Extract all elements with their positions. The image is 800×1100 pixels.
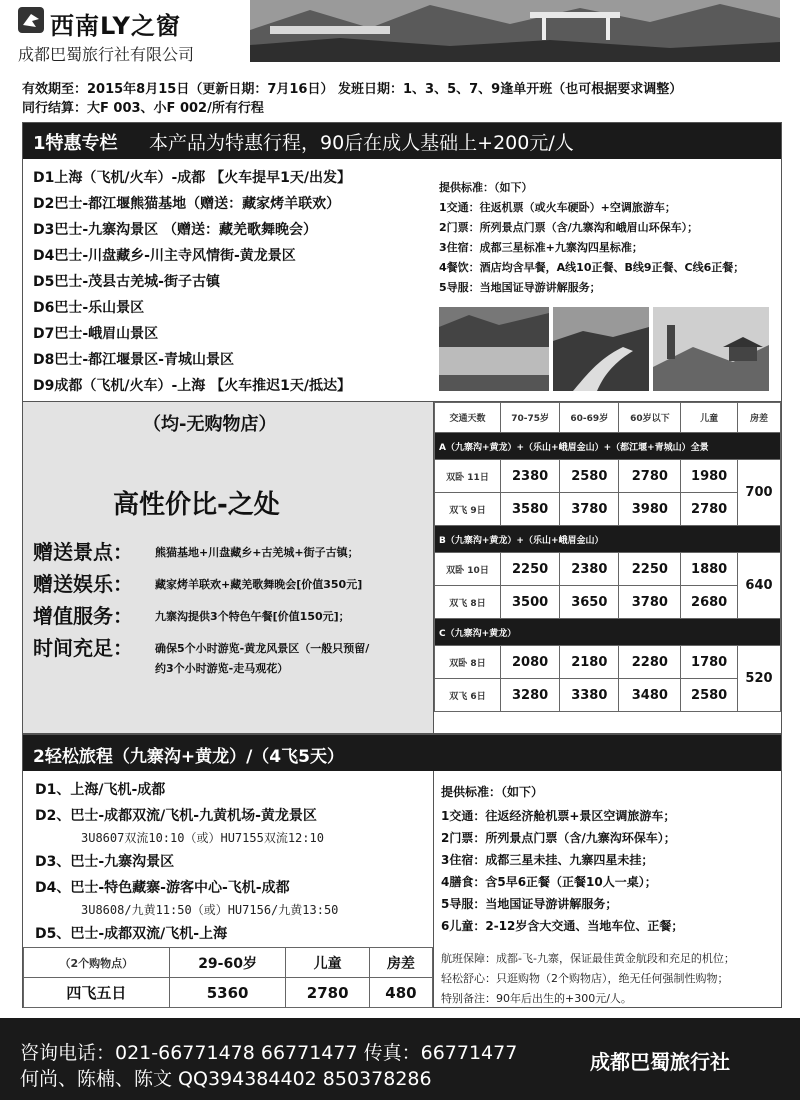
col-header: 60岁以下 bbox=[619, 403, 681, 433]
flight-info: 3U8608/九黄11:50（或）HU7156/九黄13:50 bbox=[81, 903, 339, 917]
price-cell: 3780 bbox=[619, 586, 681, 619]
price-cell: 2250 bbox=[501, 553, 560, 586]
standard-item: 2门票：所列景点门票（含/九寨沟环保车）； bbox=[441, 831, 676, 845]
price-cell: 2780 bbox=[286, 978, 369, 1008]
price-table-header bbox=[435, 403, 781, 433]
table-row bbox=[435, 553, 781, 586]
row-label: 双飞 9日 bbox=[435, 493, 501, 526]
value-title: 高性价比-之处 bbox=[113, 490, 280, 520]
price-cell: 2380 bbox=[501, 460, 560, 493]
price-cell: 480 bbox=[369, 978, 432, 1008]
flight-info: 3U8607双流10:10（或）HU7155双流12:10 bbox=[81, 831, 324, 845]
perk-text: 熊猫基地+川盘藏乡+古羌城+街子古镇； bbox=[155, 546, 359, 559]
row-label: 双飞 6日 bbox=[435, 679, 501, 712]
highlights-panel bbox=[23, 402, 433, 733]
price-cell: 1980 bbox=[681, 460, 738, 493]
itinerary-day: D7巴士-峨眉山景区 bbox=[33, 326, 159, 342]
settlement-info: 同行结算：大F 003、小F 002/所有行程 bbox=[22, 101, 264, 116]
itinerary-day: D4巴士-川盘藏乡-川主寺风情街-黄龙景区 bbox=[33, 248, 296, 264]
col-header: 房差 bbox=[738, 403, 781, 433]
itinerary-day: D3巴士-九寨沟景区 （赠送：藏羌歌舞晚会） bbox=[33, 222, 318, 238]
price-cell: 3980 bbox=[619, 493, 681, 526]
note-item: 航班保障：成都-飞-九寨，保证最佳黄金航段和充足的机位； bbox=[441, 952, 735, 965]
standard-item: 3住宿：成都三星未挂、九寨四星未挂； bbox=[441, 853, 654, 867]
standards-title: 提供标准：（如下） bbox=[439, 181, 533, 194]
row-label: 双飞 8日 bbox=[435, 586, 501, 619]
col-header: 60-69岁 bbox=[560, 403, 619, 433]
section1-header-bar bbox=[23, 123, 781, 159]
group-title: A（九寨沟+黄龙）+（乐山+峨眉金山）+（都江堰+青城山）全景 bbox=[435, 433, 781, 460]
col-header: 儿童 bbox=[286, 948, 369, 978]
row-label: 双卧 10日 bbox=[435, 553, 501, 586]
photo-temple bbox=[653, 307, 769, 391]
price-cell: 2180 bbox=[560, 646, 619, 679]
logo bbox=[18, 6, 250, 40]
itinerary-day: D2、巴士-成都双流/飞机-九黄机场-黄龙景区 bbox=[35, 808, 317, 824]
price-cell: 3500 bbox=[501, 586, 560, 619]
standard-item: 5导服：当地国证导游讲解服务； bbox=[439, 281, 601, 294]
standard-item: 3住宿：成都三星标准+九寨沟四星标准； bbox=[439, 241, 643, 254]
perk-text-extra: 约3个小时游览-走马观花） bbox=[155, 662, 289, 675]
itinerary-day: D1、上海/飞机-成都 bbox=[35, 782, 166, 798]
group-title: B（九寨沟+黄龙）+（乐山+峨眉金山） bbox=[435, 526, 781, 553]
price-cell: 2280 bbox=[619, 646, 681, 679]
price-cell: 3480 bbox=[619, 679, 681, 712]
itinerary-day: D3、巴士-九寨沟景区 bbox=[35, 854, 175, 870]
brand-title: 西南LY之窗 bbox=[50, 12, 181, 40]
itinerary-day: D2巴士-都江堰熊猫基地（赠送：藏家烤羊联欢） bbox=[33, 196, 341, 212]
itinerary-day: D5、巴士-成都双流/飞机-上海 bbox=[35, 926, 228, 942]
price-cell: 5360 bbox=[169, 978, 286, 1008]
price-cell: 3580 bbox=[501, 493, 560, 526]
table-row bbox=[435, 586, 781, 619]
table-row bbox=[435, 679, 781, 712]
section-easy-tour bbox=[22, 734, 782, 1008]
itinerary-day: D6巴士-乐山景区 bbox=[33, 300, 145, 316]
col-header: 儿童 bbox=[681, 403, 738, 433]
price-cell: 2580 bbox=[560, 460, 619, 493]
price-cell: 2080 bbox=[501, 646, 560, 679]
table-row bbox=[435, 646, 781, 679]
section1-note: 本产品为特惠行程，90后在成人基础上+200元/人 bbox=[149, 132, 574, 154]
table-row bbox=[435, 493, 781, 526]
notes bbox=[441, 949, 779, 1009]
price-cell: 1780 bbox=[681, 646, 738, 679]
company-name: 成都巴蜀旅行社有限公司 bbox=[18, 45, 195, 64]
standard-item: 6儿童：2-12岁含大交通、当地车位、正餐； bbox=[441, 919, 684, 933]
footer-company: 成都巴蜀旅行社 bbox=[590, 1050, 730, 1074]
validity-info: 有效期至：2015年8月15日（更新日期：7月16日） 发班日期：1、3、5、7、9逢单开班（也可根据要求调整） bbox=[22, 82, 683, 97]
row-label: 双卧 8日 bbox=[435, 646, 501, 679]
itinerary-day: D8巴士-都江堰景区-青城山景区 bbox=[33, 352, 234, 368]
col-header: （2个购物点） bbox=[24, 948, 170, 978]
row-label: 四飞五日 bbox=[24, 978, 170, 1008]
standard-item: 1交通：往返经济舱机票+景区空调旅游车； bbox=[441, 809, 676, 823]
contact-phone: 咨询电话：021-66771478 66771477 传真：66771477 bbox=[20, 1042, 518, 1064]
perk-text: 确保5个小时游览-黄龙风景区（一般只预留/ bbox=[155, 642, 370, 655]
room-diff-cell: 640 bbox=[738, 553, 781, 619]
col-header: 70-75岁 bbox=[501, 403, 560, 433]
section-special-offer bbox=[22, 122, 782, 734]
perk-label: 赠送景点： bbox=[33, 540, 133, 564]
perk-label: 赠送娱乐： bbox=[33, 572, 133, 596]
price-table-header bbox=[24, 948, 433, 978]
perk-label: 增值服务： bbox=[33, 604, 133, 628]
note-item: 特别备注：90年后出生的+300元/人。 bbox=[441, 992, 632, 1005]
group-title: C（九寨沟+黄龙） bbox=[435, 619, 781, 646]
price-cell: 2780 bbox=[681, 493, 738, 526]
price-table-2 bbox=[23, 947, 433, 1007]
photo-valley bbox=[553, 307, 649, 391]
photo-lake bbox=[439, 307, 549, 391]
footer bbox=[0, 1018, 800, 1100]
standard-item: 4膳食：含5早6正餐（正餐10人一桌）； bbox=[441, 875, 657, 889]
price-cell: 3380 bbox=[560, 679, 619, 712]
price-cell: 3650 bbox=[560, 586, 619, 619]
itinerary-day: D5巴士-茂县古羌城-街子古镇 bbox=[33, 274, 220, 290]
service-standards bbox=[435, 163, 781, 403]
itinerary-day: D1上海（飞机/火车）-成都 【火车提早1天/出发】 bbox=[33, 170, 352, 186]
price-cell: 2380 bbox=[560, 553, 619, 586]
price-cell: 3280 bbox=[501, 679, 560, 712]
section1-title: 1特惠专栏 bbox=[33, 133, 118, 154]
standards-title: 提供标准：（如下） bbox=[441, 785, 544, 799]
price-table bbox=[433, 402, 781, 733]
itinerary-day: D9成都（飞机/火车）-上海 【火车推迟1天/抵达】 bbox=[33, 378, 352, 394]
col-header: 交通天数 bbox=[435, 403, 501, 433]
table-row bbox=[24, 978, 433, 1008]
note-item: 轻松舒心：只逛购物（2个购物店），绝无任何强制性购物； bbox=[441, 972, 729, 985]
row-label: 双卧 11日 bbox=[435, 460, 501, 493]
price-cell: 2680 bbox=[681, 586, 738, 619]
perk-text: 藏家烤羊联欢+藏羌歌舞晚会[价值350元] bbox=[155, 578, 363, 591]
logo-icon bbox=[18, 7, 44, 33]
section2-title: 2轻松旅程（九寨沟+黄龙）/（4飞5天） bbox=[33, 747, 344, 767]
section2-header-bar bbox=[23, 735, 435, 771]
header-photo bbox=[250, 0, 780, 62]
table-row bbox=[435, 460, 781, 493]
perk-label: 时间充足： bbox=[33, 636, 133, 660]
col-header: 29-60岁 bbox=[169, 948, 286, 978]
itinerary-day: D4、巴士-特色藏寨-游客中心-飞机-成都 bbox=[35, 880, 290, 896]
standard-item: 5导服：当地国证导游讲解服务； bbox=[441, 897, 618, 911]
section2-header-bar-right bbox=[435, 735, 781, 771]
standard-item: 1交通：往返机票（或火车硬卧）+空调旅游车； bbox=[439, 201, 676, 214]
room-diff-cell: 700 bbox=[738, 460, 781, 526]
contact-names: 何尚、陈楠、陈文 QQ394384402 850378286 bbox=[20, 1068, 432, 1090]
price-cell: 2250 bbox=[619, 553, 681, 586]
standard-item: 4餐饮：酒店均含早餐，A线10正餐、B线9正餐、C线6正餐； bbox=[439, 261, 745, 274]
header bbox=[0, 0, 800, 70]
standard-item: 2门票：所列景点门票（含/九寨沟和峨眉山环保车）； bbox=[439, 221, 699, 234]
divider bbox=[433, 771, 434, 1007]
col-header: 房差 bbox=[369, 948, 432, 978]
no-shopping-label: （均-无购物店） bbox=[143, 414, 277, 435]
price-cell: 1880 bbox=[681, 553, 738, 586]
price-cell: 2780 bbox=[619, 460, 681, 493]
price-cell: 3780 bbox=[560, 493, 619, 526]
room-diff-cell: 520 bbox=[738, 646, 781, 712]
price-cell: 2580 bbox=[681, 679, 738, 712]
perk-text: 九寨沟提供3个特色午餐[价值150元]； bbox=[155, 610, 350, 623]
